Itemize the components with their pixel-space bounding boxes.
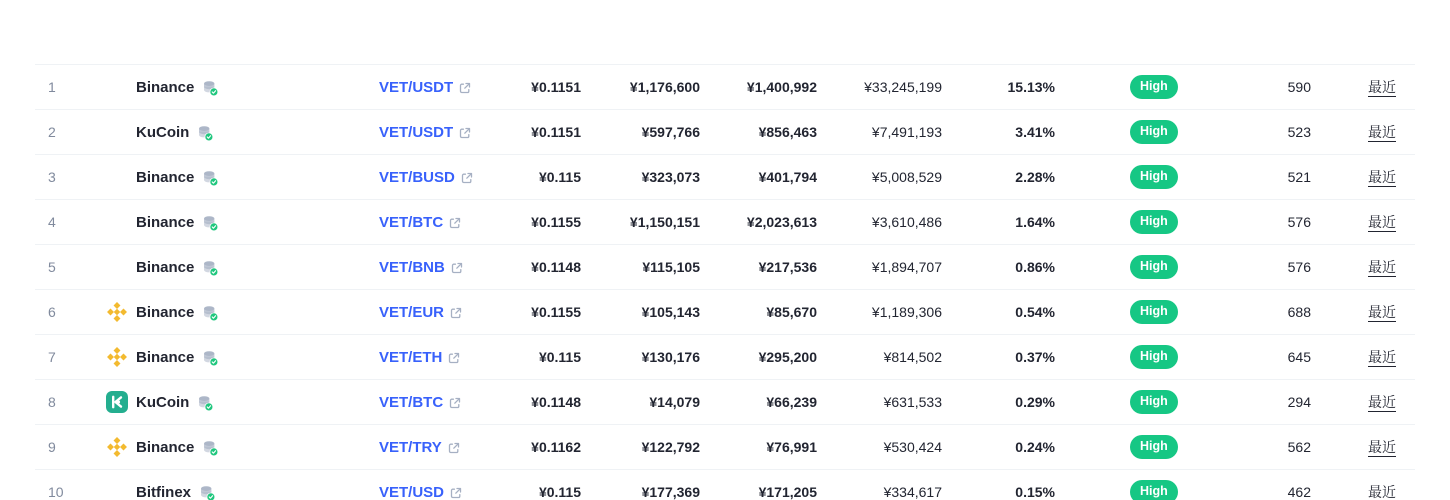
updated-cell — [1315, 77, 1415, 97]
volume-cell: ¥7,491,193 — [871, 124, 942, 140]
pair-cell — [345, 124, 495, 141]
updated-link[interactable]: 最近 — [1368, 214, 1396, 230]
liquidity-cell: 645 — [1287, 349, 1311, 365]
pair-cell — [345, 484, 495, 500]
pair-link[interactable]: VET/EUR — [379, 303, 445, 321]
database-check-icon — [202, 80, 219, 97]
market-row — [35, 334, 1415, 379]
volume-cell: ¥631,533 — [883, 394, 942, 410]
volume-cell: ¥1,189,306 — [871, 304, 942, 320]
liquidity-cell: 590 — [1287, 79, 1311, 95]
database-check-icon — [202, 260, 219, 277]
price-cell: ¥0.115 — [538, 484, 581, 500]
updated-cell — [1315, 257, 1415, 277]
exchange-link[interactable]: Binance — [136, 303, 195, 321]
external-link-icon — [448, 352, 460, 364]
exchange-logo-slot — [105, 210, 129, 234]
market-row — [35, 199, 1415, 244]
exchange-logo-slot — [105, 120, 129, 144]
depth-minus2-cell: ¥171,205 — [758, 484, 817, 500]
depth-minus2-cell: ¥85,670 — [766, 304, 817, 320]
database-check-icon — [199, 485, 216, 500]
liquidity-cell: 462 — [1287, 484, 1311, 500]
depth-minus2-cell: ¥401,794 — [758, 169, 817, 185]
external-link-icon — [451, 262, 463, 274]
volume-percent-cell: 0.37% — [1015, 349, 1055, 365]
rank-cell: 8 — [48, 394, 56, 410]
exchange-logo-slot — [105, 435, 129, 459]
rank-cell: 9 — [48, 439, 56, 455]
updated-link[interactable]: 最近 — [1368, 484, 1396, 500]
external-link-icon — [449, 217, 461, 229]
liquidity-cell: 562 — [1287, 439, 1311, 455]
price-cell: ¥0.1151 — [531, 124, 581, 140]
market-table-body — [35, 64, 1415, 500]
confidence-badge: High — [1130, 75, 1178, 99]
volume-percent-cell: 3.41% — [1015, 124, 1055, 140]
market-row — [35, 289, 1415, 334]
liquidity-cell: 688 — [1287, 304, 1311, 320]
pair-cell — [345, 304, 495, 321]
updated-link[interactable]: 最近 — [1368, 124, 1396, 140]
confidence-cell — [1059, 345, 1215, 369]
depth-plus2-cell: ¥115,105 — [642, 259, 700, 275]
exchange-link[interactable]: Binance — [136, 258, 195, 276]
volume-percent-cell: 1.64% — [1015, 214, 1055, 230]
exchange-cell — [95, 120, 345, 144]
exchange-cell — [95, 75, 345, 99]
depth-minus2-cell: ¥66,239 — [766, 394, 817, 410]
depth-plus2-cell: ¥105,143 — [641, 304, 700, 320]
volume-percent-cell: 15.13% — [1007, 79, 1055, 95]
exchange-link[interactable]: KuCoin — [136, 123, 190, 141]
price-cell: ¥0.1162 — [531, 439, 581, 455]
rank-cell: 2 — [48, 124, 56, 140]
price-cell: ¥0.1148 — [531, 259, 581, 275]
exchange-logo-slot — [105, 345, 129, 369]
pair-link[interactable]: VET/USD — [379, 483, 445, 500]
updated-cell — [1315, 212, 1415, 232]
pair-cell — [345, 79, 495, 96]
volume-cell: ¥1,894,707 — [871, 259, 942, 275]
updated-link[interactable]: 最近 — [1368, 439, 1396, 455]
external-link-icon — [461, 172, 473, 184]
market-row — [35, 379, 1415, 424]
price-cell: ¥0.115 — [538, 169, 581, 185]
rank-cell: 1 — [48, 79, 56, 95]
updated-link[interactable]: 最近 — [1368, 79, 1396, 95]
price-cell: ¥0.115 — [538, 349, 581, 365]
market-row — [35, 469, 1415, 500]
confidence-cell — [1059, 75, 1215, 99]
exchange-cell — [95, 435, 345, 459]
updated-cell — [1315, 482, 1415, 500]
confidence-cell — [1059, 255, 1215, 279]
updated-cell — [1315, 122, 1415, 142]
pair-link[interactable]: VET/USDT — [379, 78, 454, 96]
pair-link[interactable]: VET/ETH — [379, 348, 443, 366]
volume-percent-cell: 0.54% — [1015, 304, 1055, 320]
volume-percent-cell: 0.24% — [1015, 439, 1055, 455]
rank-cell: 7 — [48, 349, 56, 365]
external-link-icon — [450, 307, 462, 319]
depth-minus2-cell: ¥295,200 — [758, 349, 817, 365]
market-row — [35, 424, 1415, 469]
exchange-link[interactable]: Binance — [136, 168, 195, 186]
volume-percent-cell: 2.28% — [1015, 169, 1055, 185]
updated-link[interactable]: 最近 — [1368, 304, 1396, 320]
updated-cell — [1315, 167, 1415, 187]
pair-cell — [345, 259, 495, 276]
database-check-icon — [202, 350, 219, 367]
kucoin-logo-icon — [105, 390, 129, 414]
depth-plus2-cell: ¥130,176 — [641, 349, 700, 365]
updated-link[interactable]: 最近 — [1368, 259, 1396, 275]
pair-cell — [345, 349, 495, 366]
exchange-cell — [95, 255, 345, 279]
volume-percent-cell: 0.15% — [1015, 484, 1055, 500]
confidence-badge: High — [1130, 165, 1178, 189]
depth-plus2-cell: ¥1,150,151 — [629, 214, 700, 230]
liquidity-cell: 523 — [1287, 124, 1311, 140]
external-link-icon — [448, 442, 460, 454]
pair-link[interactable]: VET/TRY — [379, 438, 442, 456]
binance-logo-icon — [105, 300, 129, 324]
volume-cell: ¥334,617 — [883, 484, 942, 500]
pair-link[interactable]: VET/BUSD — [379, 168, 455, 186]
exchange-link[interactable]: Bitfinex — [136, 483, 192, 500]
exchange-logo-slot — [105, 390, 129, 414]
exchange-cell — [95, 165, 345, 189]
confidence-cell — [1059, 480, 1215, 500]
exchange-link[interactable]: Binance — [136, 213, 195, 231]
confidence-badge: High — [1130, 390, 1178, 414]
confidence-badge: High — [1130, 255, 1178, 279]
rank-cell: 5 — [48, 259, 56, 275]
confidence-badge: High — [1130, 210, 1178, 234]
price-cell: ¥0.1155 — [531, 214, 581, 230]
exchange-link[interactable]: KuCoin — [136, 393, 190, 411]
exchange-link[interactable]: Binance — [136, 438, 195, 456]
market-row — [35, 154, 1415, 199]
confidence-badge: High — [1130, 435, 1178, 459]
volume-cell: ¥814,502 — [883, 349, 942, 365]
confidence-badge: High — [1130, 120, 1178, 144]
depth-minus2-cell: ¥217,536 — [758, 259, 817, 275]
depth-minus2-cell: ¥856,463 — [758, 124, 817, 140]
pair-cell — [345, 214, 495, 231]
depth-plus2-cell: ¥177,369 — [641, 484, 700, 500]
pair-link[interactable]: VET/BTC — [379, 393, 444, 411]
external-link-icon — [450, 487, 462, 499]
confidence-badge: High — [1130, 345, 1178, 369]
exchange-cell — [95, 390, 345, 414]
database-check-icon — [197, 125, 214, 142]
liquidity-cell: 521 — [1287, 169, 1311, 185]
volume-cell: ¥5,008,529 — [871, 169, 942, 185]
confidence-cell — [1059, 390, 1215, 414]
depth-plus2-cell: ¥14,079 — [649, 394, 700, 410]
exchange-cell — [95, 345, 345, 369]
exchange-cell — [95, 480, 345, 500]
pair-link[interactable]: VET/USDT — [379, 123, 454, 141]
updated-link[interactable]: 最近 — [1368, 349, 1396, 365]
price-cell: ¥0.1155 — [531, 304, 581, 320]
updated-cell — [1315, 392, 1415, 412]
markets-table — [35, 64, 1415, 500]
confidence-cell — [1059, 300, 1215, 324]
market-row — [35, 244, 1415, 289]
depth-minus2-cell: ¥76,991 — [766, 439, 817, 455]
rank-cell: 4 — [48, 214, 56, 230]
pair-cell — [345, 439, 495, 456]
depth-plus2-cell: ¥323,073 — [641, 169, 700, 185]
liquidity-cell: 576 — [1287, 214, 1311, 230]
liquidity-cell: 576 — [1287, 259, 1311, 275]
database-check-icon — [202, 170, 219, 187]
external-link-icon — [459, 82, 471, 94]
pair-link[interactable]: VET/BTC — [379, 213, 444, 231]
price-cell: ¥0.1151 — [531, 79, 581, 95]
volume-cell: ¥530,424 — [883, 439, 942, 455]
exchange-logo-slot — [105, 480, 129, 500]
depth-plus2-cell: ¥122,792 — [641, 439, 700, 455]
rank-cell: 6 — [48, 304, 56, 320]
binance-logo-icon — [105, 435, 129, 459]
database-check-icon — [202, 305, 219, 322]
pair-cell — [345, 394, 495, 411]
volume-percent-cell: 0.29% — [1015, 394, 1055, 410]
database-check-icon — [202, 440, 219, 457]
updated-cell — [1315, 347, 1415, 367]
volume-cell: ¥3,610,486 — [871, 214, 942, 230]
updated-link[interactable]: 最近 — [1368, 394, 1396, 410]
binance-logo-icon — [105, 345, 129, 369]
exchange-cell — [95, 300, 345, 324]
updated-link[interactable]: 最近 — [1368, 169, 1396, 185]
price-cell: ¥0.1148 — [531, 394, 581, 410]
market-row — [35, 109, 1415, 154]
confidence-cell — [1059, 435, 1215, 459]
depth-plus2-cell: ¥597,766 — [641, 124, 700, 140]
confidence-cell — [1059, 120, 1215, 144]
depth-minus2-cell: ¥1,400,992 — [746, 79, 817, 95]
updated-cell — [1315, 302, 1415, 322]
pair-cell — [345, 169, 495, 186]
exchange-logo-slot — [105, 300, 129, 324]
volume-percent-cell: 0.86% — [1015, 259, 1055, 275]
confidence-cell — [1059, 210, 1215, 234]
exchange-logo-slot — [105, 165, 129, 189]
confidence-badge: High — [1130, 480, 1178, 500]
volume-cell: ¥33,245,199 — [864, 79, 942, 95]
market-row — [35, 64, 1415, 109]
database-check-icon — [202, 215, 219, 232]
exchange-logo-slot — [105, 255, 129, 279]
external-link-icon — [459, 127, 471, 139]
updated-cell — [1315, 437, 1415, 457]
rank-cell: 3 — [48, 169, 56, 185]
database-check-icon — [197, 395, 214, 412]
depth-plus2-cell: ¥1,176,600 — [629, 79, 700, 95]
exchange-cell — [95, 210, 345, 234]
liquidity-cell: 294 — [1287, 394, 1311, 410]
rank-cell: 10 — [48, 484, 64, 500]
pair-link[interactable]: VET/BNB — [379, 258, 445, 276]
depth-minus2-cell: ¥2,023,613 — [746, 214, 817, 230]
external-link-icon — [449, 397, 461, 409]
exchange-logo-slot — [105, 75, 129, 99]
exchange-link[interactable]: Binance — [136, 348, 195, 366]
exchange-link[interactable]: Binance — [136, 78, 195, 96]
confidence-badge: High — [1130, 300, 1178, 324]
confidence-cell — [1059, 165, 1215, 189]
